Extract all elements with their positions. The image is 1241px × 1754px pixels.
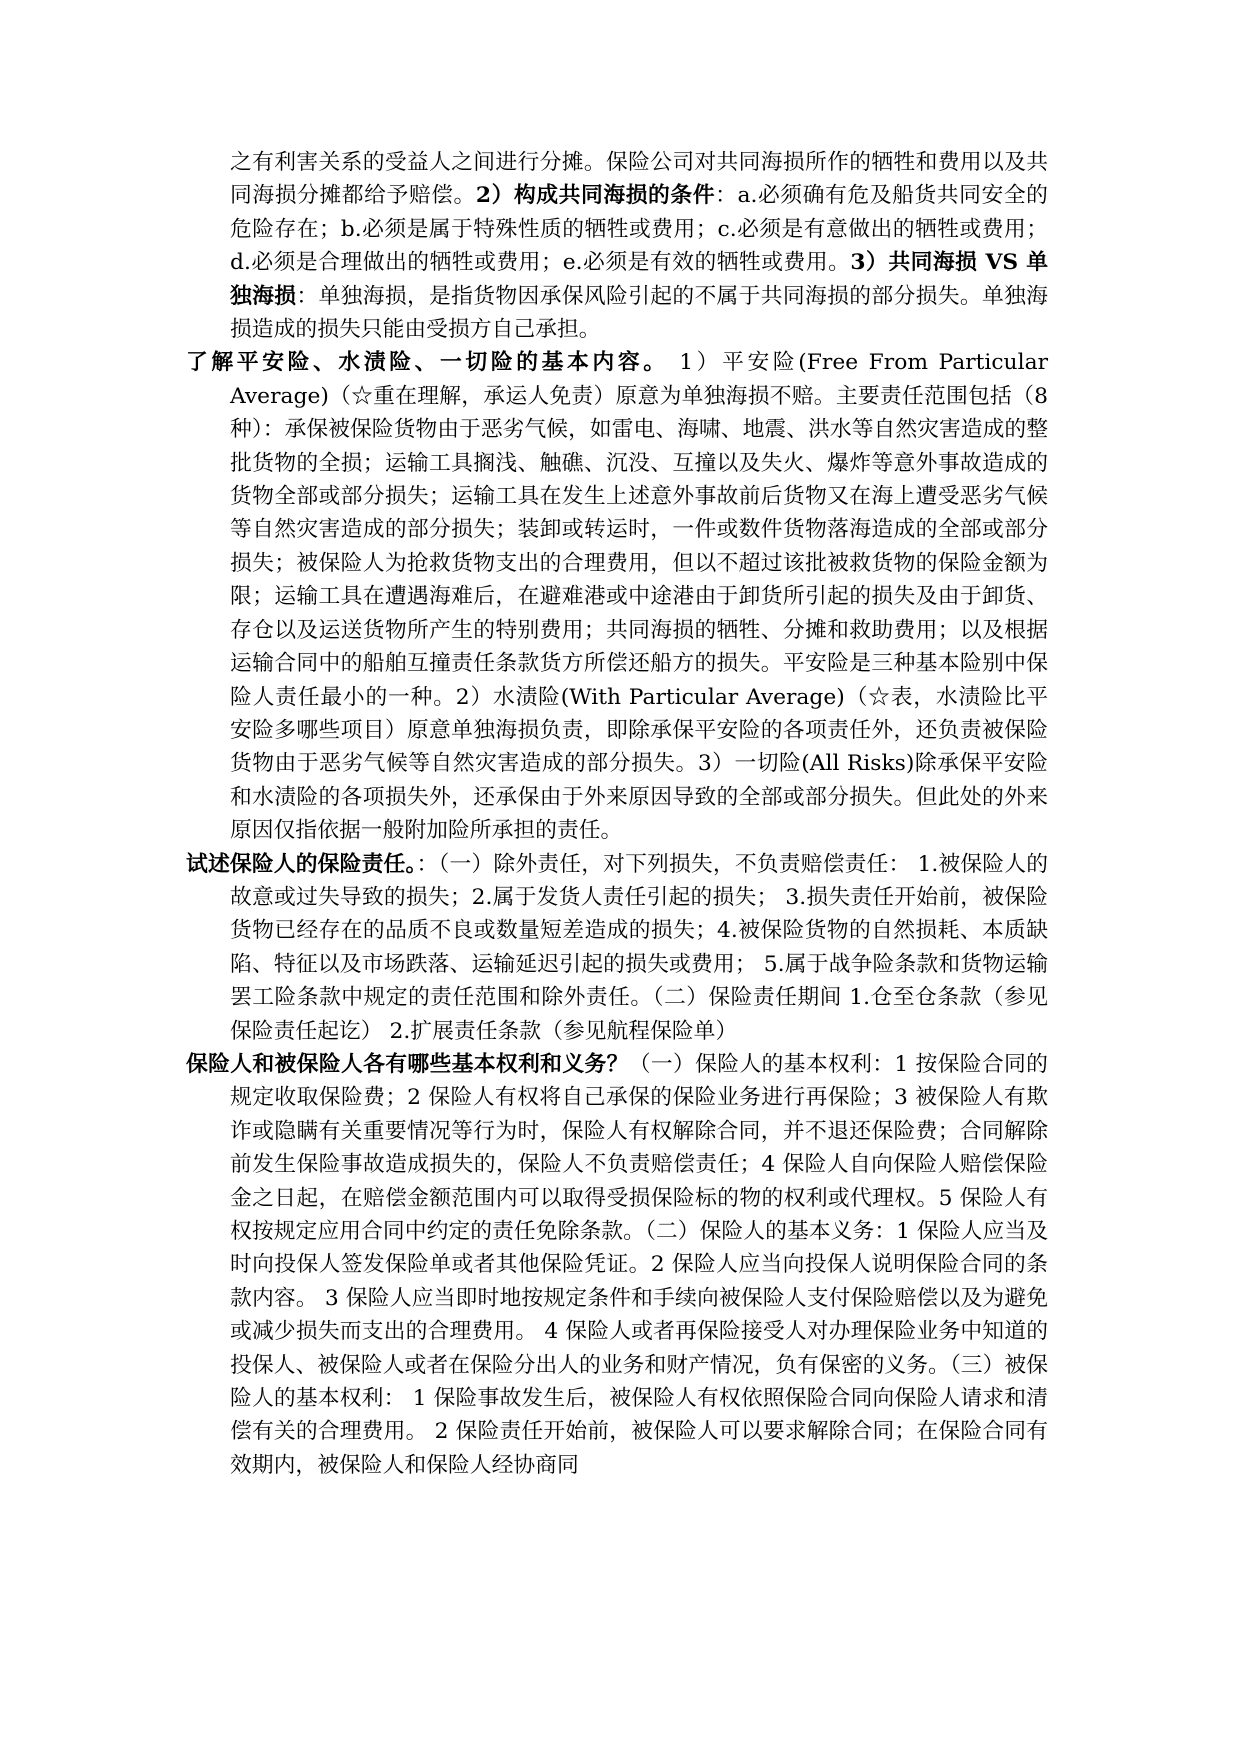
heading-rights-and-duties: 保险人和被保险人各有哪些基本权利和义务？ [186,1051,629,1077]
heading-basic-coverages: 了解平安险、水渍险、一切险的基本内容。 [186,350,669,376]
paragraph-text: ：a.必须确有危及船货共同安全的危险存在；b.必须是属于特殊性质的牺牲或费用；c.必须是有意做出的牺牲或费用；d.必须是合理做出的牺牲或费用；e.必须是有效的牺牲或费用。 [230,183,1048,276]
heading-general-vs-particular-average: 3）共同海损 VS 单独海损 [230,250,1049,309]
paragraph-text: 1）平安险(Free From Particular Average)（☆重在理解，承运人免责）原意为单独海损不赔。主要责任范围包括（8 种）：承保被保险货物由于恶劣气候，如雷电、海啸、地震、洪水等自然灾害造成的整批货物的全损；运输工具搁浅、触礁、沉没、互撞以及失火、爆炸等意外事故造成的货物全部或部分损失；运输工具在发生上述意外事故前后货物又在海上遭受恶劣气候等自然灾害造成的部分损失；装卸或转运时，一件或数件货物落海造成的全部或部分损失；被保险人为抢救货物支出的合理费用，但以不超过该批被救货物的保险金额为限；运输工具在遭遇海难后，在避难港或中途港由于卸货所引起的损失及由于卸货、存仓以及运送货物所产生的特别费用；共同海损的牺牲、分摊和救助费用；以及根据运输合同中的船舶互撞责任条款货方所偿还船方的损失。平安险是三种基本险别中保险人责任最小的一种。2）水渍险(With Particular Average)（☆表，水渍险比平安险多哪些项目）原意单独海损负责，即除承保平安险的各项责任外，还负责被保险货物由于恶劣气候等自然灾害造成的部分损失。3）一切险(All Risks)除承保平安险和水渍险的各项损失外，还承保由于外来原因导致的全部或部分损失。但此处的外来原因仅指依据一般附加险所承担的责任。 [230,350,1048,844]
heading-insurer-liability: 试述保险人的保险责任。 [186,851,417,877]
paragraph-text: ：（一）除外责任，对下列损失，不负责赔偿责任： 1.被保险人的故意或过失导致的损失；2.属于发货人责任引起的损失； 3.损失责任开始前，被保险货物已经存在的品质不良或数量短差造成的损失；4.被保险货物的自然损耗、本质缺陷、特征以及市场跌落、运输延迟引起的损失或费用； 5.属于战争险条款和货物运输罢工险条款中规定的责任范围和除外责任。（二）保险责任期间 1.仓至仓条款（参见保险责任起讫） 2.扩展责任条款（参见航程保险单） [230,851,1048,1044]
paragraph-basic-coverages [186,346,1048,847]
paragraph-insurer-liability [186,848,1048,1048]
paragraph-text: ：单独海损，是指货物因承保风险引起的不属于共同海损的部分损失。单独海损造成的损失只能由受损方自己承担。 [230,283,1048,343]
paragraph-text: （一）保险人的基本权利：1 按保险合同的规定收取保险费；2 保险人有权将自己承保的保险业务进行再保险；3 被保险人有欺诈或隐瞒有关重要情况等行为时，保险人有权解除合同，并不退还保险费；合同解除前发生保险事故造成损失的，保险人不负责赔偿责任；4 保险人自向保险人赔偿保险金之日起，在赔偿金额范围内可以取得受损保险标的物的权利或代理权。5 保险人有权按规定应用合同中约定的责任免除条款。（二）保险人的基本义务：1 保险人应当及时向投保人签发保险单或者其他保险凭证。2 保险人应当向投保人说明保险合同的条款内容。 3 保险人应当即时地按规定条件和手续向被保险人支付保险赔偿以及为避免或减少损失而支出的合理费用。 4 保险人或者再保险接受人对办理保险业务中知道的投保人、被保险人或者在保险分出人的业务和财产情况，负有保密的义务。（三）被保险人的基本权利： 1 保险事故发生后，被保险人有权依照保险合同向保险人请求和清偿有关的合理费用。 2 保险责任开始前，被保险人可以要求解除合同；在保险合同有效期内，被保险人和保险人经协商同 [230,1051,1048,1478]
paragraph-general-average [186,146,1048,346]
paragraph-rights-and-duties [186,1048,1048,1482]
heading-general-average-conditions: 2）构成共同海损的条件 [475,183,716,209]
document-body [186,146,1048,1482]
paragraph-text: 之有利害关系的受益人之间进行分摊。保险公司对共同海损所作的牺牲和费用以及共同海损分摊都给予赔偿。 [230,150,1048,209]
